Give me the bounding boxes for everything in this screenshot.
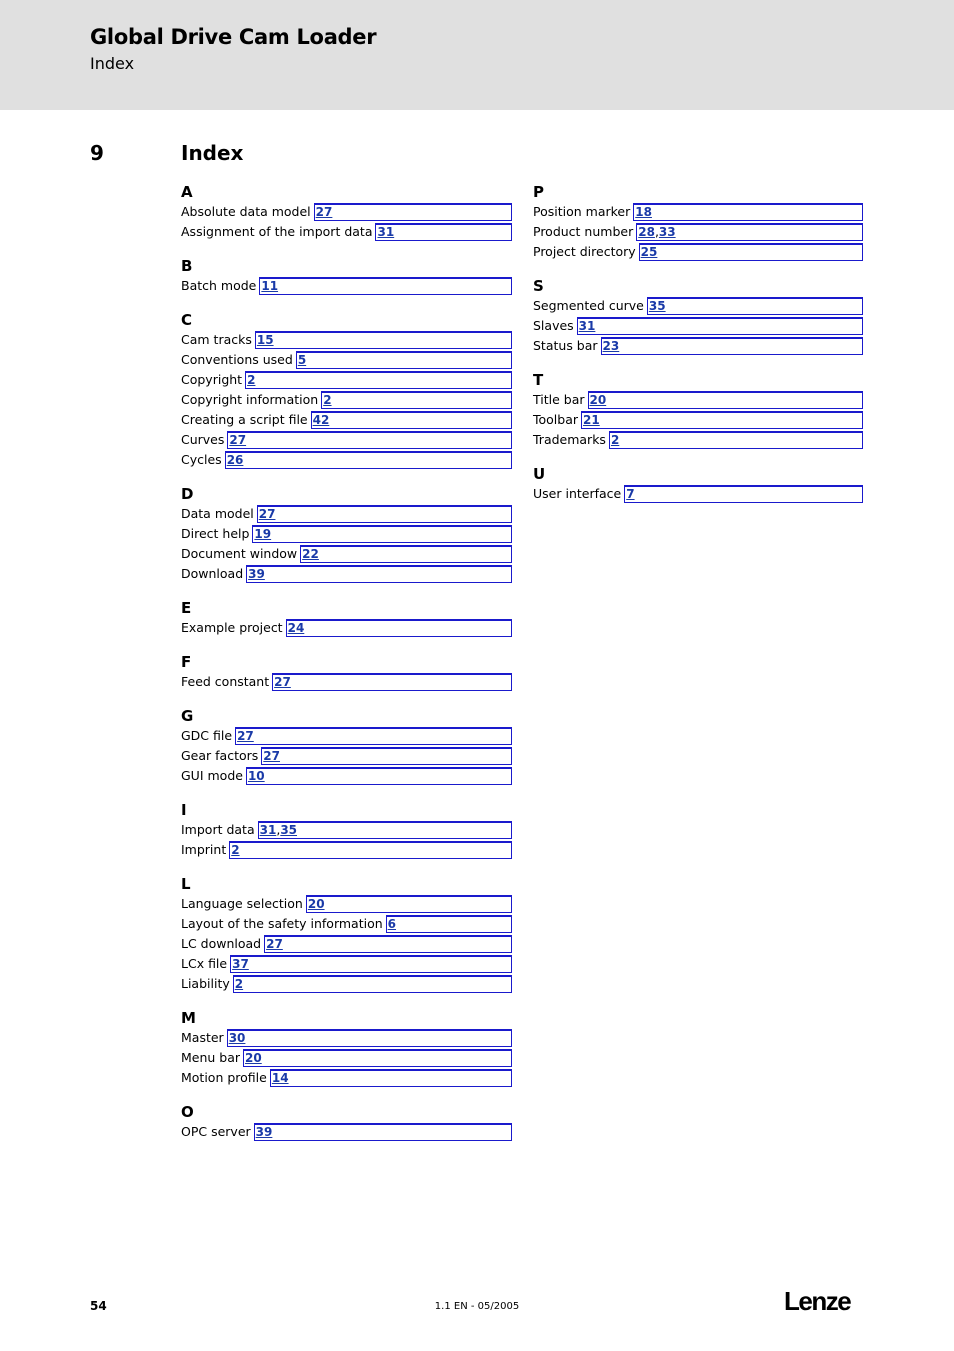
page-link[interactable]: 27 <box>229 433 247 447</box>
page-link[interactable]: 35 <box>648 299 666 313</box>
index-entry <box>181 410 512 430</box>
link-box[interactable] <box>647 297 863 315</box>
index-entry <box>181 1068 512 1088</box>
page-link[interactable]: 31 <box>259 823 277 837</box>
index-term: LC download <box>181 936 262 951</box>
page-link[interactable]: 27 <box>258 507 276 521</box>
index-term: Master <box>181 1030 224 1045</box>
index-section-l <box>181 874 512 994</box>
index-letter: L <box>181 875 191 893</box>
edition-label: 1.1 EN - 05/2005 <box>434 1301 520 1312</box>
index-term: Toolbar <box>533 412 579 427</box>
index-letter: F <box>181 653 192 671</box>
page-link[interactable]: 22 <box>302 547 319 561</box>
index-entry <box>533 430 863 450</box>
link-box[interactable] <box>272 673 512 691</box>
index-letter: U <box>533 465 546 483</box>
index-term: Data model <box>181 506 254 521</box>
index-section-o <box>181 1102 512 1142</box>
index-letter: G <box>181 707 194 725</box>
index-term: Creating a script file <box>181 412 308 427</box>
index-entry <box>181 766 512 786</box>
index-entry <box>533 242 863 262</box>
page-link[interactable]: 39 <box>248 567 265 581</box>
index-letter: S <box>533 277 544 295</box>
index-section-t <box>533 370 863 450</box>
page-link[interactable]: 15 <box>256 333 274 347</box>
index-term: Batch mode <box>181 278 257 293</box>
index-section-u <box>533 464 863 504</box>
index-entry <box>181 672 512 692</box>
link-box[interactable] <box>225 451 512 469</box>
index-term: Copyright <box>181 372 243 387</box>
page-link[interactable]: 2 <box>234 977 244 991</box>
page-link[interactable]: 2 <box>610 433 620 447</box>
page-link[interactable]: 7 <box>626 487 635 501</box>
index-term: User interface <box>533 486 622 501</box>
page-link[interactable]: 14 <box>271 1071 289 1085</box>
link-box[interactable] <box>246 565 512 583</box>
index-term: Trademarks <box>533 432 606 447</box>
index-entry <box>181 894 512 914</box>
document-title: Global Drive Cam Loader <box>90 25 377 49</box>
index-term: Direct help <box>181 526 250 541</box>
link-box[interactable] <box>245 371 512 389</box>
index-section-m <box>181 1008 512 1088</box>
index-term: Absolute data model <box>181 204 311 219</box>
page-link[interactable]: 27 <box>315 205 333 219</box>
index-letter: O <box>181 1103 194 1121</box>
index-term: Product number <box>533 224 634 239</box>
index-term: Position marker <box>533 204 631 219</box>
link-box[interactable] <box>375 223 512 241</box>
index-entry <box>181 544 512 564</box>
link-box[interactable] <box>636 223 863 241</box>
index-term: Feed constant <box>181 674 270 689</box>
index-letter: D <box>181 485 194 503</box>
index-letter: P <box>533 183 544 201</box>
link-box[interactable] <box>321 391 512 409</box>
index-entry <box>181 504 512 524</box>
index-term: Download <box>181 566 244 581</box>
index-letter: E <box>181 599 192 617</box>
index-term: Import data <box>181 822 255 837</box>
index-term: Example project <box>181 620 283 635</box>
index-term: Conventions used <box>181 352 293 367</box>
index-entry <box>181 840 512 860</box>
index-entry <box>181 390 512 410</box>
link-box[interactable] <box>230 955 512 973</box>
link-box[interactable] <box>252 525 512 543</box>
document-subtitle: Index <box>90 54 135 73</box>
index-entry <box>533 336 863 356</box>
page-link[interactable]: 28 <box>638 225 655 239</box>
index-term: Status bar <box>533 338 598 353</box>
index-entry <box>181 222 512 242</box>
link-box[interactable] <box>609 431 863 449</box>
index-entry <box>533 202 863 222</box>
link-box[interactable] <box>639 243 863 261</box>
index-term: GUI mode <box>181 768 243 783</box>
index-term: Curves <box>181 432 225 447</box>
page-link[interactable]: 27 <box>263 749 280 763</box>
index-term: Title bar <box>533 392 585 407</box>
link-box[interactable] <box>229 841 512 859</box>
page-link[interactable]: 2 <box>231 843 240 857</box>
page-link[interactable]: 20 <box>307 897 325 911</box>
page-link[interactable]: 6 <box>387 917 397 931</box>
link-box[interactable] <box>258 821 512 839</box>
page-link[interactable]: 35 <box>280 823 298 837</box>
page-link[interactable]: 10 <box>247 769 265 783</box>
index-term: Project directory <box>533 244 636 259</box>
index-term: Slaves <box>533 318 574 333</box>
index-entry <box>181 726 512 746</box>
index-entry <box>181 1122 512 1142</box>
index-term: Liability <box>181 976 230 991</box>
page-number: 54 <box>90 1299 107 1313</box>
page-link[interactable]: 25 <box>640 245 658 259</box>
link-box[interactable] <box>296 351 512 369</box>
link-box[interactable] <box>261 747 512 765</box>
page-link[interactable]: 27 <box>274 675 291 689</box>
index-entry <box>181 350 512 370</box>
index-entry <box>181 370 512 390</box>
page-link[interactable]: 24 <box>287 621 305 635</box>
link-box[interactable] <box>300 545 512 563</box>
link-box[interactable] <box>624 485 863 503</box>
page-link[interactable]: 20 <box>589 393 607 407</box>
index-section-d <box>181 484 512 584</box>
link-box[interactable] <box>235 727 512 745</box>
link-box[interactable] <box>314 203 512 221</box>
page-link[interactable]: 31 <box>578 319 596 333</box>
index-letter: T <box>533 371 544 389</box>
index-entry <box>181 974 512 994</box>
link-box[interactable] <box>227 431 512 449</box>
chapter-number: 9 <box>90 141 104 165</box>
link-box[interactable] <box>264 935 512 953</box>
link-box[interactable] <box>633 203 863 221</box>
page-link[interactable]: 31 <box>377 225 395 239</box>
link-box[interactable] <box>257 505 512 523</box>
page-link[interactable]: 42 <box>312 413 330 427</box>
page-link[interactable]: 19 <box>254 527 272 541</box>
index-section-p <box>533 182 863 262</box>
index-entry <box>181 524 512 544</box>
link-box[interactable] <box>227 1029 512 1047</box>
page-separator: , <box>654 224 659 239</box>
page-link[interactable]: 21 <box>583 413 600 427</box>
index-entry <box>181 934 512 954</box>
page-link[interactable]: 18 <box>635 205 652 219</box>
index-entry <box>181 430 512 450</box>
index-term: GDC file <box>181 728 233 743</box>
index-term: Language selection <box>181 896 303 911</box>
index-entry <box>181 450 512 470</box>
page-link[interactable]: 39 <box>255 1125 273 1139</box>
index-entry <box>181 820 512 840</box>
index-section-g <box>181 706 512 786</box>
index-column-left <box>181 182 512 1156</box>
index-term: Cam tracks <box>181 332 252 347</box>
page-link[interactable]: 33 <box>658 225 676 239</box>
link-box[interactable] <box>577 317 863 335</box>
link-box[interactable] <box>286 619 512 637</box>
index-letter: M <box>181 1009 196 1027</box>
page-link[interactable]: 26 <box>226 453 244 467</box>
index-entry <box>181 914 512 934</box>
index-entry <box>533 222 863 242</box>
index-column-right <box>533 182 863 518</box>
index-term: Segmented curve <box>533 298 644 313</box>
link-box[interactable] <box>254 1123 512 1141</box>
index-entry <box>181 330 512 350</box>
page-link[interactable]: 30 <box>228 1031 246 1045</box>
index-term: LCx file <box>181 956 228 971</box>
lenze-logo: Lenze <box>784 1286 851 1316</box>
link-box[interactable] <box>259 277 512 295</box>
page-link[interactable]: 20 <box>245 1051 262 1065</box>
index-section-a <box>181 182 512 242</box>
page-separator: , <box>276 822 281 837</box>
page-link[interactable]: 27 <box>266 937 283 951</box>
index-letter: I <box>181 801 187 819</box>
link-box[interactable] <box>246 767 512 785</box>
index-term: Document window <box>181 546 298 561</box>
index-letter: B <box>181 257 193 275</box>
index-section-c <box>181 310 512 470</box>
index-letter: C <box>181 311 193 329</box>
link-box[interactable] <box>588 391 863 409</box>
index-term: Copyright information <box>181 392 319 407</box>
index-entry <box>181 564 512 584</box>
page-link[interactable]: 5 <box>297 353 307 367</box>
index-term: Motion profile <box>181 1070 267 1085</box>
index-term: Assignment of the import data <box>181 224 373 239</box>
index-entry <box>533 316 863 336</box>
index-term: Menu bar <box>181 1050 241 1065</box>
page-link[interactable]: 27 <box>237 729 254 743</box>
page-link[interactable]: 23 <box>602 339 620 353</box>
index-section-i <box>181 800 512 860</box>
index-term: Gear factors <box>181 748 259 763</box>
link-box[interactable] <box>255 331 512 349</box>
link-box[interactable] <box>581 411 863 429</box>
link-box[interactable] <box>270 1069 512 1087</box>
page-link[interactable]: 2 <box>323 393 332 407</box>
index-entry <box>533 484 863 504</box>
index-section-e <box>181 598 512 638</box>
index-entry <box>533 296 863 316</box>
link-box[interactable] <box>233 975 512 993</box>
chapter-title: Index <box>181 141 244 165</box>
index-term: OPC server <box>181 1124 251 1139</box>
index-entry <box>533 390 863 410</box>
index-term: Imprint <box>181 842 227 857</box>
page-link[interactable]: 37 <box>232 957 249 971</box>
index-section-f <box>181 652 512 692</box>
index-entry <box>181 954 512 974</box>
link-box[interactable] <box>243 1049 512 1067</box>
index-entry <box>533 410 863 430</box>
index-section-b <box>181 256 512 296</box>
link-box[interactable] <box>386 915 512 933</box>
index-entry <box>181 746 512 766</box>
index-entry <box>181 1048 512 1068</box>
link-box[interactable] <box>601 337 863 355</box>
index-entry <box>181 618 512 638</box>
index-entry <box>181 276 512 296</box>
page-link[interactable]: 11 <box>261 279 279 293</box>
link-box[interactable] <box>306 895 512 913</box>
index-section-s <box>533 276 863 356</box>
page-header <box>0 0 954 110</box>
page-link[interactable]: 2 <box>247 373 256 387</box>
index-term: Cycles <box>181 452 222 467</box>
index-term: Layout of the safety information <box>181 916 383 931</box>
index-entry <box>181 202 512 222</box>
index-entry <box>181 1028 512 1048</box>
index-letter: A <box>181 183 193 201</box>
link-box[interactable] <box>311 411 512 429</box>
